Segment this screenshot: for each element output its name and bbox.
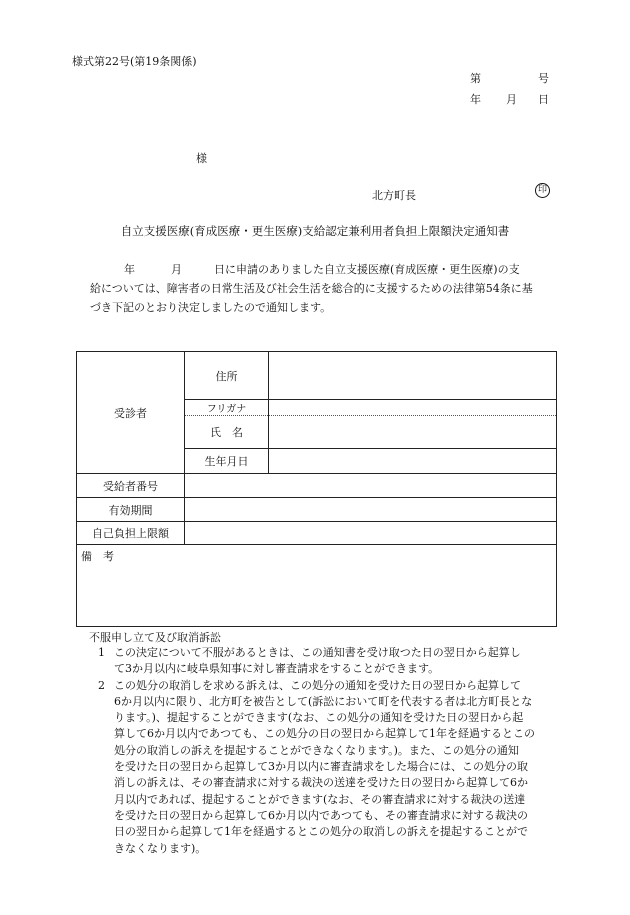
note-line: ります。)、提起することができます(なお、この処分の通知を受けた日の翌日から起 [114, 711, 524, 725]
recipient-number-label: 受給者番号 [77, 474, 185, 498]
validity-value[interactable] [185, 498, 557, 522]
furigana-label: フリガナ [185, 400, 269, 416]
remarks-cell[interactable] [77, 545, 557, 627]
note-line: この処分の取消しを求める訴えは、この処分の通知を受けた日の翌日から起算して [114, 678, 521, 692]
note-line: 消しの訴えは、その審査請求に対する裁決の送達を受けた日の翌日から起算して6か [114, 776, 528, 790]
addressee-honorific: 様 [196, 152, 207, 165]
seal-mark: 印 [535, 183, 550, 198]
appeal-notes-title: 不服申し立て及び取消訴訟 [89, 631, 221, 644]
address-label: 住所 [185, 352, 269, 400]
document-title: 自立支援医療(育成医療・更生医療)支給認定兼利用者負担上限額決定通知書 [120, 224, 510, 238]
note-line: を受けた日の翌日から起算して3か月以内に審査請求をした場合には、この処分の取 [114, 760, 528, 774]
body-line-3: づき下記のとおり決定しましたので通知します。 [90, 301, 332, 314]
note-item-1 [92, 645, 562, 678]
number-prefix: 第 [470, 72, 481, 85]
body-year: 年 [124, 263, 135, 276]
note-line: 6か月以内に限り、北方町を被告として(訴訟において町を代表する者は北方町長とな [114, 694, 533, 708]
body-line-2: 給については、障害者の日常生活及び社会生活を総合的に支援するための法律第54条に基 [90, 282, 533, 295]
notice-body [90, 260, 550, 317]
name-value[interactable] [269, 416, 557, 449]
validity-label: 有効期間 [77, 498, 185, 522]
note-line: を受けた日の翌日から起算して6か月以内であつても、その審査請求に対する裁決の [114, 808, 528, 822]
body-line-1-rest: 日に申請のありました自立支援医療(育成医療・更生医療)の支 [214, 263, 520, 276]
appeal-notes [92, 645, 562, 857]
note-line: て3か月以内に岐阜県知事に対し審査請求をすることができます。 [114, 662, 440, 676]
date-year: 年 [470, 93, 481, 106]
furigana-value[interactable] [269, 400, 557, 416]
birthdate-value[interactable] [269, 449, 557, 474]
number-suffix: 号 [538, 72, 549, 85]
note-line: 月以内であれば、提起することができます(なお、その審査請求に対する裁決の送達 [114, 792, 526, 806]
copay-limit-value[interactable] [185, 522, 557, 545]
remarks-label: 備 考 [81, 550, 114, 563]
date-day: 日 [538, 93, 549, 106]
details-table [76, 351, 557, 627]
recipient-label: 受診者 [77, 352, 185, 474]
note-number: 2 [98, 678, 105, 692]
body-month: 月 [171, 263, 182, 276]
copay-limit-label: 自己負担上限額 [77, 522, 185, 545]
issuer-name: 北方町長 [372, 189, 416, 202]
note-line: この決定について不服があるときは、この通知書を受け取つた日の翌日から起算し [114, 646, 521, 659]
note-line: 処分の取消しの訴えを提起することができなくなります。)。また、この処分の通知 [114, 743, 519, 757]
address-value[interactable] [269, 352, 557, 400]
note-line: 算して6か月以内であつても、この処分の日の翌日から起算して1年を経過するとこの [114, 727, 535, 741]
recipient-number-value[interactable] [185, 474, 557, 498]
note-line: きなくなります)。 [114, 841, 207, 855]
note-line: 日の翌日から起算して1年を経過するとこの処分の取消しの訴えを提起することがで [114, 825, 528, 839]
note-item-2 [92, 678, 562, 857]
name-label: 氏 名 [185, 416, 269, 449]
form-number: 様式第22号(第19条関係) [72, 55, 197, 68]
note-number: 1 [98, 646, 105, 659]
birthdate-label: 生年月日 [185, 449, 269, 474]
date-month: 月 [506, 93, 517, 106]
body-line-1 [90, 260, 550, 279]
